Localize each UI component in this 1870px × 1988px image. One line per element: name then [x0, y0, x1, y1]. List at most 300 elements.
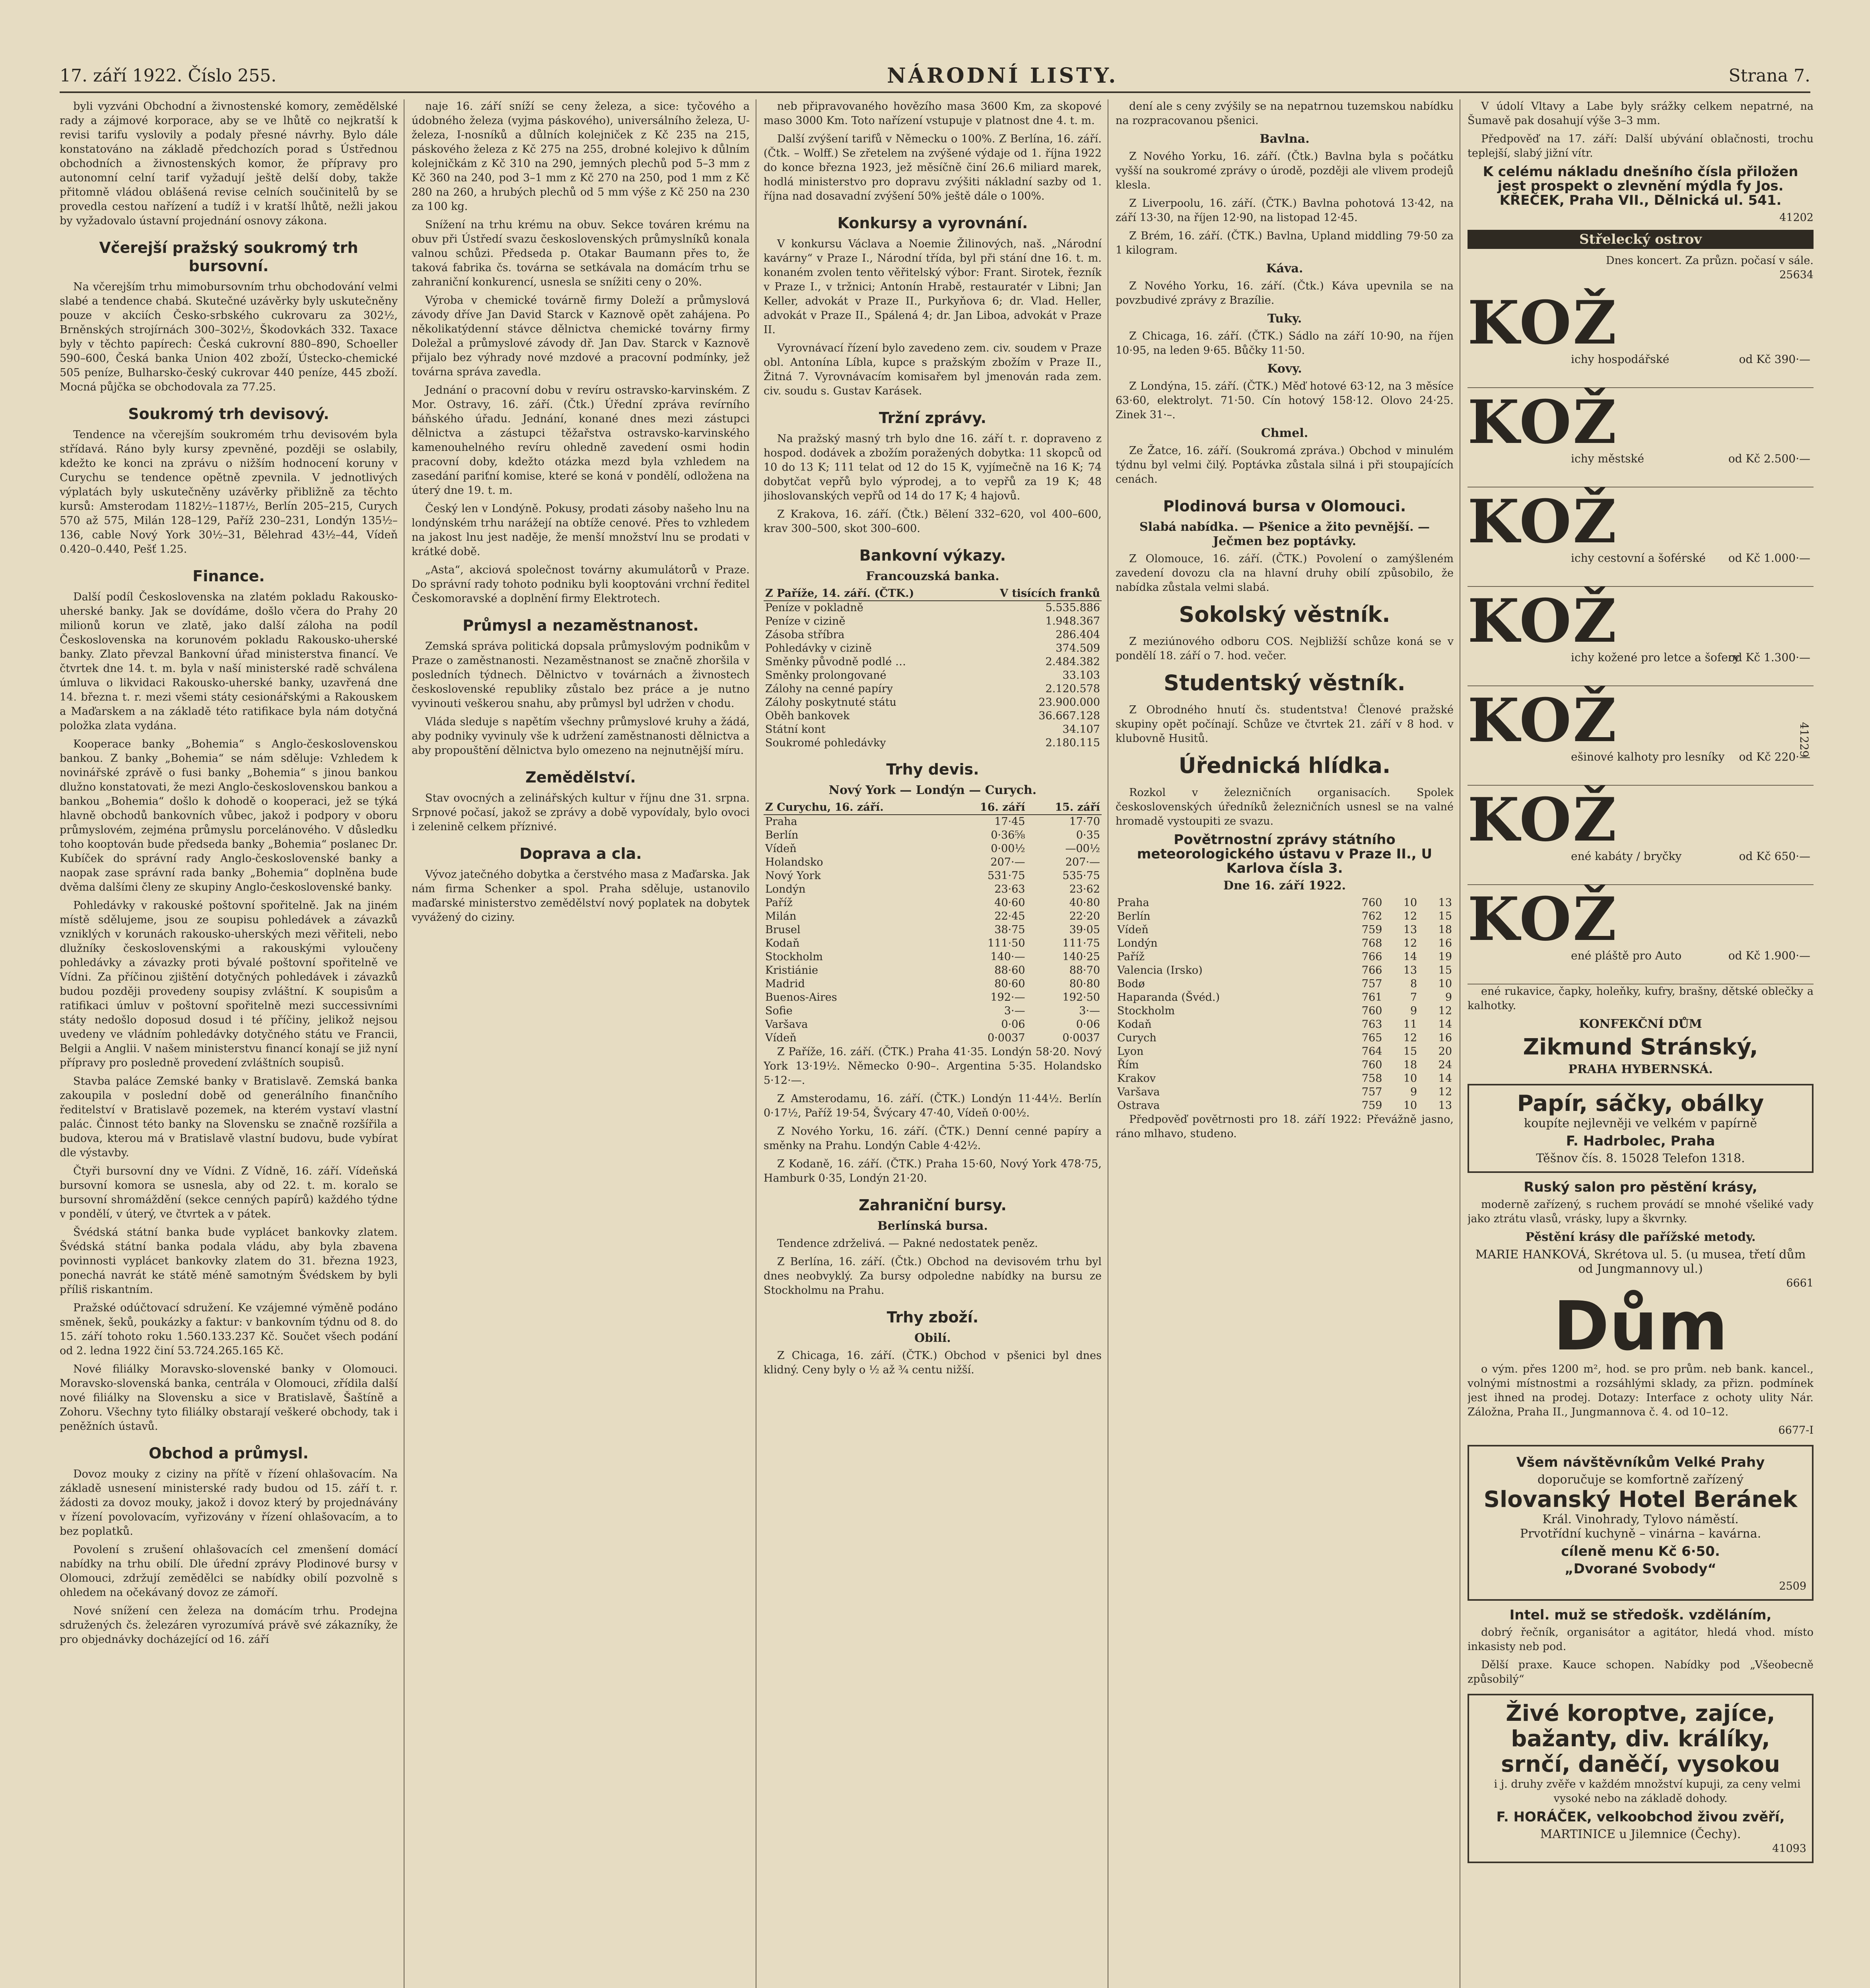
ad-number: 41202 [1779, 212, 1814, 224]
table-row [1116, 1018, 1454, 1031]
table-cell: Směnky původně podlé … [765, 656, 906, 668]
leather-ad-price: od Kč 220·— [1739, 750, 1810, 763]
table-cell: 9 [1445, 991, 1452, 1004]
table-cell: 1.948.367 [1045, 615, 1100, 627]
table-cell: 16 [1438, 937, 1452, 949]
table-cell: 757 [1361, 978, 1382, 990]
ad-number: 6677-I [1778, 1424, 1814, 1437]
hotel-ad-menu: cíleně menu Kč 6·50. [1561, 1543, 1720, 1559]
table-row [764, 696, 1102, 709]
table-cell: 8 [1410, 978, 1417, 990]
table-cell: Milán [765, 910, 797, 922]
leather-ad-price: od Kč 1.300·— [1728, 651, 1810, 664]
table-row [764, 977, 1102, 991]
table-cell: 14 [1403, 951, 1417, 963]
table-cell: 2.484.382 [1045, 656, 1100, 668]
table-cell: Bodø [1117, 978, 1145, 990]
article-text: Z Berlína, 16. září. (Čtk.) Obchod na devisovém trhu byl dnes neobvyklý. Za bursy odpoledne nabídky na bursu ze Stockholmu na Prahu. [764, 1256, 1102, 1297]
table-header: V tisících franků [965, 587, 1102, 601]
table-cell: Lyon [1117, 1045, 1144, 1058]
table-row [764, 829, 1102, 842]
ostrov-text: Dnes koncert. Za průzn. počasí v sále. [1606, 254, 1814, 267]
table-cell: 9 [1410, 1086, 1417, 1098]
ostrov-heading: Střelecký ostrov [1468, 230, 1814, 249]
table-cell: 15 [1403, 1045, 1417, 1058]
page-number: Strana 7. [1728, 65, 1810, 86]
table-cell: 764 [1361, 1045, 1382, 1058]
table-row [764, 856, 1102, 869]
house-ad-text: o vým. přes 1200 m², hod. se pro prům. neb bank. kancel., volnými místnostmi a rozsáhlými sklady, za přizn. podmínek jest ihned na prodej. Dotazy: Interface z ochoty ulity Nár. Záložna, Praha II., Jungmannova č. 4. od 10–12. [1468, 1363, 1814, 1418]
section-heading: Sokolský věstník. [1179, 602, 1390, 627]
article-text: Tendence na včerejším soukromém trhu devisovém byla střídavá. Ráno byly kursy zpevněné, později se oslabily, kdežto ke konci na zprávu o nižším hodnocení koruny v Curychu se tendence opětně zpevnila. V jednotlivých výplatách byly uskutečněny uzávěrky přibližně za těchto kursů: Amsterodam 1182½–1187½, Berlín 205–215, Curych 570 až 575, Milán 128–129, Paříž 230–231, Londýn 135½–136, cable Nový York 30½–31, Bělehrad 43½–44, Vídeň 0.420–0.440, Pešť 1.25. [60, 429, 398, 555]
table-cell: 10 [1438, 978, 1452, 990]
article-text: Z meziúnového odboru COS. Nejbližší schůze koná se v pondělí 18. září o 7. hod. večer. [1116, 635, 1454, 662]
table-cell: Buenos-Aires [765, 991, 837, 1004]
table-row [764, 601, 1102, 615]
table-cell: 13 [1403, 964, 1417, 977]
table-cell: 0·0037 [987, 1032, 1025, 1044]
table-cell: Londýn [765, 883, 806, 895]
table-cell: 17·70 [1069, 815, 1100, 828]
table-cell: 12 [1438, 1005, 1452, 1017]
subheading: Kovy. [1267, 362, 1302, 376]
table-cell: 16 [1438, 1032, 1452, 1044]
table-row [764, 950, 1102, 964]
table-cell: Varšava [765, 1018, 808, 1031]
article-text: Kooperace banky „Bohemia“ s Anglo-československou bankou. Z banky „Bohemia“ se nám sděluje: Vzhledem k novinářské zprávě o fusi banky „Bohemia“ s jinou bankou dlužno konstatovati, že mezi Anglo-československou bankou a bankou „Bohemia“ došlo k dohodě o kooperaci, jež se týká hlavně obchodů bankovních vůbec, jakož i podpory v oboru průmyslovém, zejména průmyslu porcelánového. V důsledku toho kooptován bude předseda banky „Bohemia“ poslanec Dr. Kubíček do správní rady Anglo-československé banky a naopak zase správní rada banky „Bohemia“ doplněna bude dvěma dalšími členy ze skupiny Anglo-československé banky. [60, 738, 398, 893]
table-row [1116, 1085, 1454, 1099]
table-cell: 757 [1361, 1086, 1382, 1098]
table-cell: 14 [1438, 1072, 1452, 1085]
table-cell: 12 [1438, 1086, 1452, 1098]
table-cell: 23.900.000 [1038, 696, 1100, 709]
table-cell: 765 [1361, 1032, 1382, 1044]
subheading: Chmel. [1261, 426, 1308, 440]
table-header: 15. září [1027, 801, 1102, 815]
table-cell: Kristiánie [765, 964, 818, 977]
table-cell: 38·75 [994, 924, 1025, 936]
article-text: Vývoz jatečného dobytka a čerstvého masa z Maďarska. Jak nám firma Schenker a spol. Praha sděluje, ustanovilo maďarské ministerstvo zemědělství nový poplatek na dobytek vyvážený do ciziny. [412, 868, 750, 924]
table-cell: Berlín [765, 829, 799, 841]
bank-statement-table [764, 587, 1102, 750]
table-cell: 36.667.128 [1038, 710, 1100, 722]
table-cell: 0·36⅝ [991, 829, 1025, 841]
table-cell: 18 [1438, 924, 1452, 936]
section-heading: Trhy zboží. [886, 1309, 979, 1326]
hotel-ad-name: Slovanský Hotel Beránek [1483, 1487, 1798, 1512]
table-cell: Praha [1117, 897, 1149, 909]
leather-ad [1468, 289, 1814, 984]
table-cell: 9 [1410, 1005, 1417, 1017]
table-cell: 40·60 [994, 897, 1025, 909]
table-row [1116, 991, 1454, 1004]
table-cell: 40·80 [1069, 897, 1100, 909]
subheading: Bavlna. [1260, 132, 1310, 146]
table-cell: 286.404 [1056, 629, 1100, 641]
table-cell: 88·70 [1069, 964, 1100, 977]
table-cell: 17·45 [994, 815, 1025, 828]
table-cell: Vídeň [1117, 924, 1149, 936]
table-header: Z Curychu, 16. září. [764, 801, 952, 815]
table-cell: 0·06 [1001, 1018, 1025, 1031]
article-text: Z Londýna, 15. září. (ČTK.) Měď hotové 63·12, na 3 měsíce 63·60, elektrolyt. 71·50. Cín hotový 158·12. Olovo 24·25. Zinek 31·–. [1116, 380, 1454, 421]
article-text: dení ale s ceny zvýšily se na nepatrnou tuzemskou nabídku na rozpracovanou pšenici. [1116, 100, 1454, 127]
table-cell: 759 [1361, 1099, 1382, 1112]
table-cell: 192·— [990, 991, 1025, 1004]
table-row [1116, 1045, 1454, 1058]
table-row [1116, 1072, 1454, 1085]
table-row [764, 883, 1102, 896]
article-text: Snížení na trhu krému na obuv. Sekce továren krému na obuv při Ústředí svazu československých průmyslníků konala valnou schůzi. Předseda p. Otakar Baumann přes to, že taková fabrika čs. továrna se setkávala na domácím trhu se zahraniční konkurencí, usnesla se snížiti ceny o 20%. [412, 219, 750, 288]
article-text: Z Brém, 16. září. (ČTK.) Bavlna, Upland middling 79·50 za 1 kilogram. [1116, 230, 1454, 256]
table-row [1116, 1004, 1454, 1018]
hotel-ad-heading: Všem návštěvníkům Velké Prahy [1516, 1454, 1765, 1470]
table-cell: Paříž [1117, 951, 1145, 963]
leather-ad-word: KOŽ [1468, 685, 1618, 755]
table-cell: Madrid [765, 978, 805, 990]
hotel-ad-address: Král. Vinohrady, Tylovo náměstí. [1542, 1512, 1739, 1526]
paper-ad-title: Papír, sáčky, obálky [1517, 1091, 1764, 1116]
leather-ad-word: KOŽ [1468, 487, 1618, 557]
article-text: Vyrovnávací řízení bylo zavedeno zem. civ. soudem v Praze obl. Antonína Líbla, kupce s pražským zbožím v Praze II., Žitná 7. Vyrovnávacím komisařem byl jmenován rada zem. civ. soudu s. Gustav Karásek. [764, 342, 1102, 397]
table-cell: Zásoba stříbra [765, 629, 845, 641]
game-ad [1468, 1694, 1814, 1863]
table-cell: 39·05 [1069, 924, 1100, 936]
table-cell: 12 [1403, 910, 1417, 922]
article-text: Stav ovocných a zelinářských kultur v říjnu dne 31. srpna. Srpnové počasí, jakož se zprávy a době vypovídaly, bylo ovoci i zelenině celkem příznivé. [412, 792, 750, 833]
table-cell: 374.509 [1056, 642, 1100, 654]
table-cell: 766 [1361, 964, 1382, 977]
table-cell: 766 [1361, 951, 1382, 963]
article-text: V konkursu Václava a Noemie Žilinových, naš. „Národní kavárny“ v Praze I., Národní třída, byl při stání dne 16. t. m. konaném zvolen tento věřitelský výbor: Frant. Sirotek, řezník v Praze I., v tržnici; Antonín Hrabě, restauratér v Libni; Jan Keller, advokát v Praze II., Purkyňova 6; dr. Vlad. Heller, advokát v Praze II., Spálená 4; dr. Jan Liboa, advokát v Praze II. [764, 238, 1102, 336]
article-text: Z Nového Yorku, 16. září. (ČTK.) Denní cenné papíry a směnky na Prahu. Londýn Cable 4·42½. [764, 1125, 1102, 1152]
table-cell: Oběh bankovek [765, 710, 850, 722]
article-text: Výroba v chemické továrně firmy Doleží a průmyslová závody dříve Jan David Starck v Kaznově opět zahájena. Po několikatýdenní stávce dělnictva chemické továrny firmy Doležal a průmyslové závody dř. Jan Dav. Starck v Kaznově přijalo bez výhrady nové mzdové a pracovní podmínky, jež továrna správa zavedla. [412, 294, 750, 378]
article-text: V údolí Vltavy a Labe byly srážky celkem nepatrné, na Šumavě pak dosahují výše 3–3 mm. [1468, 100, 1814, 127]
subheading: Slabá nabídka. — Pšenice a žito pevnější. — Ječmen bez poptávky. [1139, 520, 1430, 548]
table-cell: Soukromé pohledávky [765, 737, 886, 749]
section-heading: Trhy devis. [886, 761, 979, 778]
table-row [764, 1031, 1102, 1045]
hotel-ad [1468, 1445, 1814, 1601]
article-text: Další zvýšení tarifů v Německu o 100%. Z Berlína, 16. září. (Čtk. – Wolff.) Se zřetelem na zvýšené výdaje od 1. října 1922 do konce března 1923, jež měsíčně činí 26.6 miliard marek, hodlá ministerstvo pro dopravu zvýšiti nákladní sazby od 1. října nad dosavadní zvýšení 50% ještě dále o 100%. [764, 133, 1102, 202]
leather-ad-price: od Kč 390·— [1739, 353, 1810, 366]
masthead [60, 60, 1810, 93]
ad-number: 41229 [1798, 722, 1811, 758]
table-cell: Ostrava [1117, 1099, 1160, 1112]
table-cell: 88·60 [994, 964, 1025, 977]
table-row [764, 896, 1102, 910]
article-text: Předpověď povětrnosti pro 18. září 1922: Převážně jasno, ráno mlhavo, studeno. [1116, 1113, 1454, 1140]
section-heading: Soukromý trh devisový. [128, 405, 329, 423]
leather-ad-item: ichy cestovní a šoférské [1571, 551, 1706, 565]
article-text: Ze Žatce, 16. září. (Soukromá zpráva.) Obchod v minulém týdnu byl velmi čilý. Poptávka zůstala silná i při stoupajících cenách. [1116, 445, 1454, 485]
section-heading: Studentský věstník. [1164, 670, 1405, 695]
table-row [1116, 910, 1454, 923]
table-row [1116, 923, 1454, 937]
hotel-ad-sub: doporučuje se komfortně zařízený [1538, 1473, 1744, 1487]
table-cell: 23·62 [1069, 883, 1100, 895]
table-cell: 531·75 [987, 870, 1025, 882]
table-row [764, 655, 1102, 669]
table-cell: 760 [1361, 897, 1382, 909]
table-cell: 207·— [990, 856, 1025, 868]
table-header: Z Paříže, 14. září. (ČTK.) [764, 587, 965, 601]
table-cell: Peníze v cizině [765, 615, 846, 627]
article-text: Z Liverpoolu, 16. září. (ČTK.) Bavlna pohotová 13·42, na září 13·30, na říjen 12·90, na listopad 12·45. [1116, 197, 1454, 224]
section-heading: Tržní zprávy. [879, 409, 987, 427]
article-text: Z Olomouce, 16. září. (ČTK.) Povolení o zamýšleném zavedení dovozu cla na hlavní druhy obilí způsobilo, že nabídka zůstala velmi slabá. [1116, 553, 1454, 594]
article-text: Nové filiálky Moravsko-slovenské banky v Olomouci. Moravsko-slovenská banka, centrála v Olomouci, zřídila další nové filiálky na Slovensku a sice v Bratislavě, Šaštíně a Zohoru. Všechny tyto filiálky obstarají veškeré obchody, tak i peněžních ústavů. [60, 1363, 398, 1433]
salon-ad-tail: Pěstění krásy dle pařížské metody. [1525, 1230, 1756, 1244]
table-cell: 13 [1403, 924, 1417, 936]
table-cell: Holandsko [765, 856, 823, 868]
article-text: Pražské odúčtovací sdružení. Ke vzájemné výměně podáno směnek, šeků, poukázky a faktur: v bankovním týdnu od 8. do 15. září tohoto roku 1.560.133.237 Kč. Součet všech podání od 2. ledna 1922 činí 53.724.265.165 Kč. [60, 1302, 398, 1357]
paper-ad-sub: koupíte nejlevněji ve velkém v papírně [1524, 1116, 1757, 1130]
leather-ad-row [1468, 786, 1814, 885]
table-row [764, 723, 1102, 736]
table-cell: 15 [1438, 964, 1452, 977]
intel-ad-tail: Dělší praxe. Kauce schopen. Nabídky pod „Všeobecně způsobilý“ [1468, 1659, 1814, 1685]
table-cell: Paříž [765, 897, 793, 909]
currency-table [764, 801, 1102, 1045]
table-cell: 23·63 [994, 883, 1025, 895]
table-cell: Curych [1117, 1032, 1157, 1044]
table-row [1116, 1099, 1454, 1112]
table-cell: 14 [1438, 1018, 1452, 1031]
article-text: Další podíl Československa na zlatém pokladu Rakousko-uherské banky. Jak se dovídáme, došlo včera do Prahy 20 milionů korun ve zlatě, jako další záloha na podíl Československa na korunovém pokladu Rakousko-uherské banky. Zlato převzal Bankovní úřad ministerstva financí. Ve čtvrtek dne 14. t. m. byla v naší ministerské radě schválena úmluva o likvidaci Rakousko-uherské banky, uzavřená dne 14. března t. r. mezi všemi státy cesionářskými a Rakouskem a Maďarskem a na základě této ratifikace byla nám dotyčná položka zlata vydána. [60, 591, 398, 732]
leather-ad-row [1468, 388, 1814, 487]
salon-ad-title: Ruský salon pro pěstění krásy, [1524, 1179, 1757, 1195]
table-cell: Brusel [765, 924, 801, 936]
table-row [764, 615, 1102, 628]
subheading: Berlínská bursa. [877, 1219, 988, 1233]
article-text: Stavba paláce Zemské banky v Bratislavě. Zemská banka zakoupila v poslední době od generálního finančního ředitelství v Bratislavě pozemek, na kterém vystaví vlastní palác. Činnost této banky na Slovensku se značně rozšířila a budova, kterou má v Bratislavě vlastní budovu, bude vybírat dle výstavby. [60, 1075, 398, 1159]
table-row [1116, 1031, 1454, 1045]
table-cell: 7 [1410, 991, 1417, 1004]
table-row [764, 842, 1102, 856]
leather-ad-price: od Kč 1.900·— [1728, 949, 1810, 962]
table-cell: 19 [1438, 951, 1452, 963]
table-cell: 13 [1438, 1099, 1452, 1112]
section-heading: Zahraniční bursy. [859, 1196, 1007, 1214]
store-city: PRAHA HYBERNSKÁ. [1568, 1062, 1713, 1076]
table-row [764, 682, 1102, 696]
leather-tail: ené rukavice, čapky, holeňky, kufry, brašny, dětské oblečky a kalhotky. [1468, 985, 1814, 1012]
paper-ad-address: Těšnov čís. 8. 15028 Telefon 1318. [1536, 1151, 1745, 1165]
leather-ad-row [1468, 289, 1814, 388]
table-cell: 22·20 [1069, 910, 1100, 922]
table-cell: 111·50 [987, 937, 1025, 949]
salon-ad-address: MARIE HANKOVÁ, Skrétova ul. 5. (u musea, třetí dům od Jungmannovy ul.) [1475, 1248, 1806, 1276]
article-text: Nové snížení cen železa na domácím trhu. Prodejna sdružených čs. železáren vyrozumívá právě své zákazníky, že pro objednávky docházející od 16. září [60, 1605, 398, 1646]
article-text: Pohledávky v rakouské poštovní spořitelně. Jak na jiném místě sdělujeme, jsou ze soupisu pohledávek a závazků vzniklých v korunách rakousko-uherských mezi věřiteli, nebo dlužníky československými a rakouskými vyloučeny pohledávky a závazky proti bývalé poštovní spořitelně ve Vídni. Za příčinou zjištění dotyčných pohledávek i závazků budou později provedeny soupisy zvláštní. K soupisům a ratifikaci úmluv v poštovní spořitelně mezi successivními státy nedošlo doposud dosud i té příčiny, jelikož nejsou uvedeny ve vládním pohledávky dotyčného státu ve Francii, Belgii a Anglii. V našem ministerstvu financí konají se již nyní přípravy pro posledně provedení zvláštních soupisů. [60, 899, 398, 1069]
column-2 [412, 99, 750, 1988]
table-cell: 111·75 [1062, 937, 1100, 949]
article-text: „Asta“, akciová společnost továrny akumulátorů v Praze. Do správní rady tohoto podniku byli kooptováni vrchní ředitel Českomoravské a doplnění firmy Elektrotech. [412, 564, 750, 605]
leather-ad-word: KOŽ [1468, 586, 1618, 656]
table-row [1116, 950, 1454, 964]
section-heading: Průmysl a nezaměstnanost. [463, 617, 699, 634]
leather-ad-row [1468, 686, 1814, 786]
subheading: Francouzská banka. [866, 569, 999, 583]
table-cell: 11 [1403, 1018, 1417, 1031]
ad-number: 25634 [1779, 269, 1814, 281]
table-cell: 535·75 [1062, 870, 1100, 882]
article-text: Český len v Londýně. Pokusy, prodati zásoby našeho lnu na londýnském trhu narážejí na obtíže cenové. Přes to vzhledem na jakost lnu jest naděje, že menší množství lnu se prodati v krátké době. [412, 503, 750, 558]
table-row [764, 628, 1102, 642]
table-cell: 13 [1438, 897, 1452, 909]
table-cell: 760 [1361, 1059, 1382, 1071]
leather-ad-item: ichy kožené pro letce a šofery [1571, 651, 1740, 664]
article-text: Z Kodaně, 16. září. (ČTK.) Praha 15·60, Nový York 478·75, Hamburk 0·35, Londýn 21·20. [764, 1158, 1102, 1184]
table-cell: 768 [1361, 937, 1382, 949]
subheading: Nový York — Londýn — Curych. [828, 783, 1037, 797]
weather-table [1116, 896, 1454, 1112]
table-cell: 0·00½ [991, 843, 1025, 855]
article-text: Z Amsterodamu, 16. září. (ČTK.) Londýn 11·44½. Berlín 0·17½, Paříž 19·54, Švýcary 47·40, Vídeň 0·00½. [764, 1093, 1102, 1119]
paper-ad-firm: F. Hadrbolec, Praha [1566, 1133, 1715, 1149]
leather-ad-item: ené pláště pro Auto [1571, 949, 1682, 962]
table-row [764, 669, 1102, 682]
leather-ad-item: ichy hospodářské [1571, 353, 1670, 366]
leather-ad-price: od Kč 1.000·— [1728, 551, 1810, 565]
leather-ad-price: od Kč 650·— [1739, 850, 1810, 863]
table-row [764, 709, 1102, 723]
table-cell: 759 [1361, 924, 1382, 936]
table-cell: Sofie [765, 1005, 793, 1017]
supplement-notice: K celému nákladu dnešního čísla přiložen jest prospekt o zlevnění mýdla fy Jos. KŘEČEK, Praha VII., Dělnická ul. 541. [1483, 164, 1798, 208]
table-cell: Berlín [1117, 910, 1151, 922]
article-text: Povolení s zrušení ohlašovacích cel zmenšení domácí nabídky na trhu obilí. Dle úřední zprávy Plodinové bursy v Olomouci, zdržují zemědělci se nabídky obilí pozvolně s ohledem na očekávaný dovoz ze zámoří. [60, 1543, 398, 1599]
game-ad-address: MARTINICE u Jilemnice (Čechy). [1540, 1827, 1741, 1841]
leather-ad-word: KOŽ [1468, 785, 1618, 855]
leather-ad-word: KOŽ [1468, 884, 1618, 954]
subheading: Káva. [1266, 262, 1303, 276]
table-row [764, 736, 1102, 750]
table-row [764, 1004, 1102, 1018]
table-cell: Stockholm [1117, 1005, 1175, 1017]
article-text: Čtyři bursovní dny ve Vídni. Z Vídně, 16. září. Vídeňská bursovní komora se usnesla, aby od 22. t. m. koralo se bursovní shromáždění (sekce cenných papírů) každého týdne v pondělí, v úterý, ve čtvrtek a v pátek. [60, 1165, 398, 1220]
table-cell: Směnky prolongované [765, 669, 886, 681]
table-cell: Varšava [1117, 1086, 1160, 1098]
table-cell: 33.103 [1062, 669, 1100, 681]
paper-title: NÁRODNÍ LISTY. [887, 63, 1118, 88]
game-ad-text: i j. druhy zvěře v každém množství kupuji, za ceny velmi vysoké nebo na základě dohody. [1494, 1778, 1801, 1805]
ad-number: 6661 [1786, 1277, 1814, 1289]
article-text: naje 16. září sníží se ceny železa, a sice: tyčového a údobného železa (vyjma páskového), universálního železa, U-železa, I-nosníků a důlních kolejniček z Kč 235 na 215, páskového železa z Kč 275 na 255, drobné kolejivo k důlním kolejničkám z Kč 310 na 290, jemných plechů pod 5–3 mm z Kč 360 na 240, pod 3–1 mm z Kč 270 na 250, pod 1 mm z Kč 280 na 260, a hrubých plechů od 5 mm výše z Kč 250 na 230 za 100 kg. [412, 100, 750, 213]
table-cell: 80·60 [994, 978, 1025, 990]
section-heading: Úřednická hlídka. [1178, 753, 1391, 778]
table-cell: 10 [1403, 897, 1417, 909]
game-ad-firm: F. HORÁČEK, velkoobchod živou zvěří, [1496, 1809, 1785, 1825]
table-cell: 2.120.578 [1045, 683, 1100, 695]
table-cell: 0·35 [1076, 829, 1100, 841]
table-cell: Peníze v pokladně [765, 602, 863, 614]
table-row [1116, 977, 1454, 991]
table-cell: 140·— [990, 951, 1025, 963]
table-cell: 34.107 [1062, 723, 1100, 736]
table-cell: 0·0037 [1062, 1032, 1100, 1044]
article-text: Jednání o pracovní dobu v revíru ostravsko-karvinském. Z Mor. Ostravy, 16. září. (Čtk.) Úřední zpráva revírního báňského úřadu. Jednání, konané dnes mezi zástupci dělnictva a zástupci těžařstva ostravsko-karvinského kamenouhelného revíru ohledně zavedení osmi hodin pracovní doby, kdežto otázka mezd byla vzhledem na zasedání pariťní komise, které se koná v pondělí, odložena na úterý dne 19. t. m. [412, 384, 750, 497]
table-cell: 3·— [1004, 1005, 1025, 1017]
article-text: Na pražský masný trh bylo dne 16. září t. r. dopraveno z hospod. dodávek a zbožím poražených dobytka: 11 skopců od 10 do 13 K; 111 telat od 12 do 15 K, vyjímečně na 16 K; 74 dobytčat vepřů bylo výprodej, a to vepřů za 19 K; 48 jihoslovanských vepřů od 14 do 17 K; 4 hajovů. [764, 433, 1102, 502]
issue-date: 17. září 1922. Číslo 255. [60, 65, 277, 86]
section-heading: Konkursy a vyrovnání. [837, 214, 1028, 232]
table-cell: 207·— [1065, 856, 1100, 868]
table-cell: Pohledávky v cizině [765, 642, 872, 654]
article-text: Na včerejším trhu mimobursovním trhu obchodování velmi slabé a tendence chabá. Skutečné uzávěrky byly uskutečněny pouze v akciích Česko-srbského cukrovaru za 302½, Brněnských strojírnách 300–302½, Škodovkách 332. Taxace byly v těchto papírech: Česká cukrovní 880–890, Schoeller 590–600, Česká banka Union 402 zboží, Ústecko-chemické 505 peníze, Bulharsko-český cukrovar 440 peníze, 445 zboží. Mocná půjčka se obchodovala za 77.25. [60, 281, 398, 393]
table-cell: Zálohy poskytnuté státu [765, 696, 897, 709]
weather-date: Dne 16. září 1922. [1223, 879, 1346, 893]
table-cell: Krakov [1117, 1072, 1156, 1085]
article-text: Švédská státní banka bude vyplácet bankovky zlatem. Švédská státní banka podala vládu, aby byla zbavena povinnosti vyplácet bankovky zlatem do 31. března 1923, ponechá navrát ke státě méně samotným Švédskem by byli příliš riskantním. [60, 1226, 398, 1296]
table-row [1116, 964, 1454, 977]
table-cell: Kodaň [1117, 1018, 1152, 1031]
table-cell: 758 [1361, 1072, 1382, 1085]
table-row [1116, 937, 1454, 950]
table-cell: 80·80 [1069, 978, 1100, 990]
table-cell: Kodaň [765, 937, 800, 949]
table-cell: 763 [1361, 1018, 1382, 1031]
table-cell: Valencia (Irsko) [1117, 964, 1203, 977]
table-row [764, 991, 1102, 1004]
intel-ad-text: dobrý řečník, organisátor a agitátor, hledá vhod. místo inkasisty neb pod. [1468, 1626, 1814, 1653]
table-cell: 762 [1361, 910, 1382, 922]
table-row [764, 869, 1102, 883]
table-cell: Vídeň [765, 1032, 797, 1044]
table-row [764, 937, 1102, 950]
table-row [1116, 896, 1454, 910]
house-ad-title: Dům [1553, 1287, 1728, 1366]
hotel-ad-text: Prvotřídní kuchyně – vinárna – kavárna. [1520, 1527, 1761, 1541]
table-cell: 10 [1403, 1099, 1417, 1112]
leather-ad-row [1468, 885, 1814, 984]
article-text: byli vyzváni Obchodní a živnostenské komory, zemědělské rady a zájmové korporace, aby se ve lhůtě co nejkratší k revisi tarifu vyslovily a podaly přesné návrhy. Bylo dále konstatováno na základě předchozích porad s Ústřednou obchodních a živnostenských komor, že přípravy pro autonomní celní tarif vyžadují ještě delší doby, takže přitomně vládou oblášená revise celních součinitelů by se provedla cestou nařízení a tudíž i v kratší lhůtě, nežli jakou by vyžadovalo ústavní projednání osnovy zákona. [60, 100, 398, 227]
article-text: Z Obrodného hnutí čs. studentstva! Členové pražské skupiny opět počínají. Schůze ve čtvrtek 21. září v 8 hod. v klubovně Husitů. [1116, 704, 1454, 745]
table-cell: 761 [1361, 991, 1382, 1004]
article-text: Z Chicaga, 16. září. (ČTK.) Obchod v pšenici byl dnes klidný. Ceny byly o ½ až ¾ centu nižší. [764, 1349, 1102, 1376]
leather-ad-item: ené kabáty / bryčky [1571, 850, 1682, 863]
table-cell: 12 [1403, 937, 1417, 949]
table-row [764, 815, 1102, 829]
table-row [764, 964, 1102, 977]
table-cell: Řím [1117, 1059, 1139, 1071]
subheading: Obilí. [914, 1331, 951, 1345]
table-cell: 0·06 [1076, 1018, 1100, 1031]
article-text: Předpověď na 17. září: Další ubývání oblačnosti, trochu teplejší, slabý jižní vítr. [1468, 133, 1814, 159]
column-5 [1468, 99, 1814, 1988]
table-header: 16. září [952, 801, 1026, 815]
article-text: neb připravovaného hovězího masa 3600 Km, za skopové maso 3000 Km. Toto nařízení vstupuje v platnost dne 4. t. m. [764, 100, 1102, 127]
paper-ad [1468, 1084, 1814, 1173]
table-cell: 5.535.886 [1045, 602, 1100, 614]
ad-number: 41093 [1772, 1842, 1806, 1855]
leather-ad-word: KOŽ [1468, 387, 1618, 457]
article-text: Z Krakova, 16. září. (Čtk.) Bělení 332–620, vol 400–600, krav 300–500, skot 300–600. [764, 508, 1102, 535]
table-cell: 10 [1403, 1072, 1417, 1085]
article-text: Z Nového Yorku, 16. září. (Čtk.) Káva upevnila se na povzbudivé zprávy z Brazílie. [1116, 280, 1454, 307]
subheading: Tuky. [1267, 312, 1302, 326]
store-kind: KONFEKČNÍ DŮM [1579, 1017, 1702, 1031]
leather-ad-item: ichy městské [1571, 452, 1645, 465]
intel-ad-title: Intel. muž se středošk. vzděláním, [1509, 1607, 1772, 1623]
table-cell: 22·45 [994, 910, 1025, 922]
column-4 [1116, 99, 1454, 1988]
hotel-ad-dvorane: „Dvorané Svobody“ [1565, 1561, 1716, 1577]
table-row [1116, 1058, 1454, 1072]
table-cell: 15 [1438, 910, 1452, 922]
